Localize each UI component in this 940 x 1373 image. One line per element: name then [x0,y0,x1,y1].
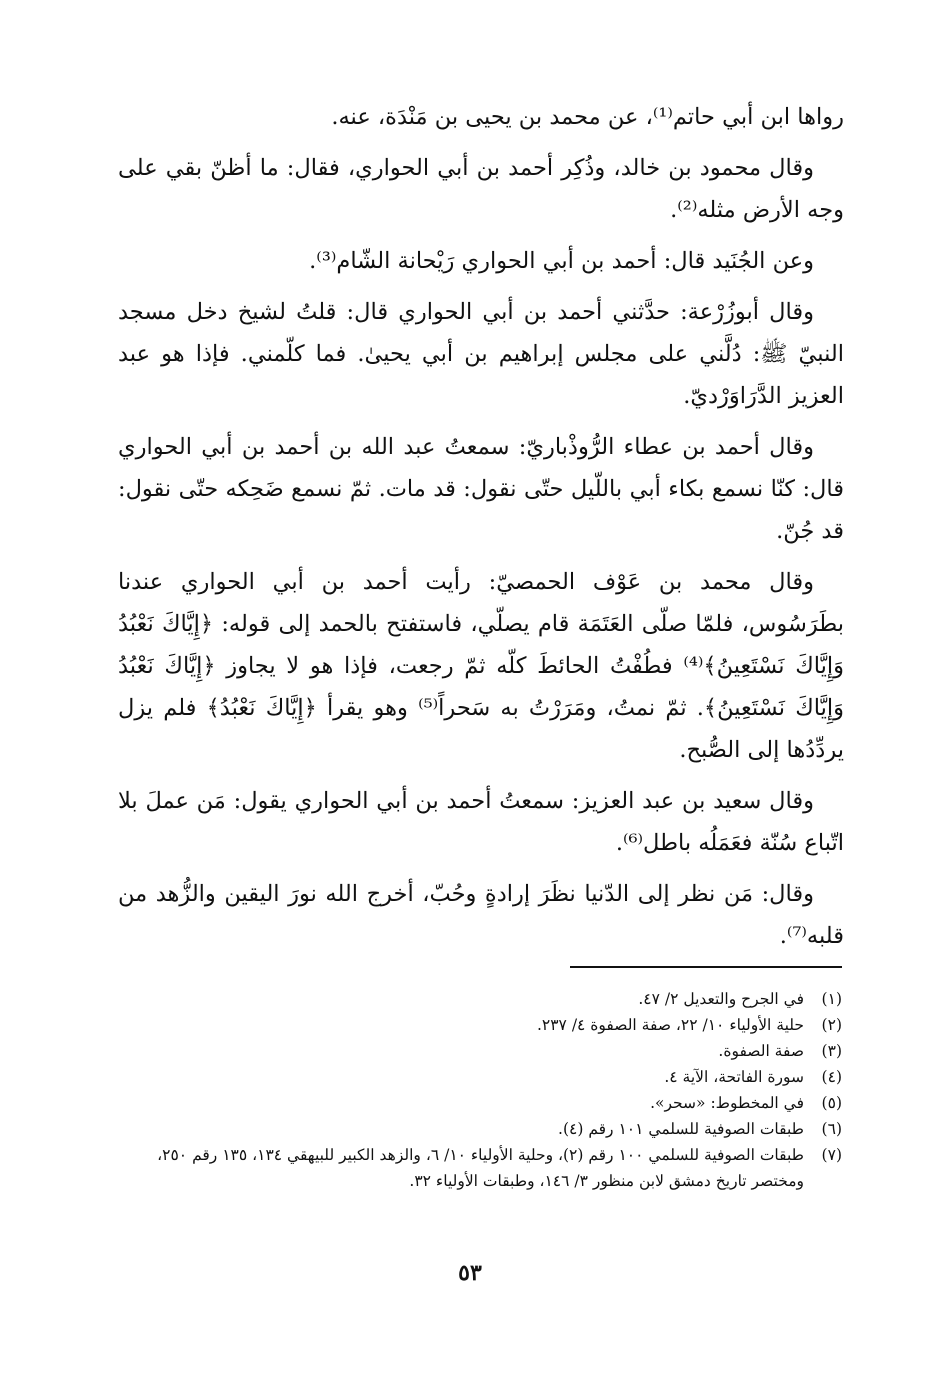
footnote-number: (٢) [821,1016,842,1034]
paragraph-6: وقال محمد بن عَوْف الحمصيّ: رأيت أحمد بن أبي الحواري عندنا بطَرَسُوس، فلمّا صلّى العَتَمَة قام يصلّي، فاستفتح بالحمد إلى قوله: ﴿إِيَّاكَ نَعْبُدُ وَإِيَّاكَ نَسْتَعِينُ﴾⁽⁴⁾ فطُفْتُ الحائطَ كلّه ثمّ رجعت، فإذا هو لا يجاوز ﴿إِيَّاكَ نَعْبُدُ وَإِيَّاكَ نَسْتَعِينُ﴾. ثمّ نمتُ، ومَرَرْتُ به سَحراً⁽⁵⁾ وهو يقرأ ﴿إِيَّاكَ نَعْبُدُ﴾ فلم يزل يردِّدُها إلى الصُّبح. [118,569,844,763]
footnote-number: (١) [821,990,842,1008]
footnote-divider [570,966,842,968]
footnotes [118,986,842,1194]
footnote-4 [118,1064,842,1090]
footnote-text: حلية الأولياء ١٠/ ٢٢، صفة الصفوة ٤/ ٢٣٧. [536,1016,804,1034]
footnote-number: (٤) [821,1068,842,1086]
footnote-7 [118,1142,842,1194]
footnote-number: (٦) [821,1120,842,1138]
paragraph-2: وقال محمود بن خالد، وذُكِر أحمد بن أبي الحواري، فقال: ما أظنّ بقي على وجه الأرض مثله⁽²⁾. [118,155,844,223]
footnote-number: (٧) [821,1146,842,1164]
footnote-text: طبقات الصوفية للسلمي ١٠١ رقم (٤). [558,1120,804,1138]
paragraph-1: رواها ابن أبي حاتم⁽¹⁾، عن محمد بن يحيى بن مَنْدَة، عنه. [331,104,844,130]
footnote-2 [118,1012,842,1038]
footnote-6 [118,1116,842,1142]
main-text [118,96,844,966]
paragraph-3: وعن الجُنَيد قال: أحمد بن أبي الحواري رَيْحانة الشّام⁽³⁾. [309,248,814,274]
paragraph-8: وقال: مَن نظر إلى الدّنيا نظَرَ إرادةٍ وحُبّ، أخرج الله نورَ اليقين والزُّهد من قلبه⁽⁷⁾. [118,881,844,949]
paragraph-5: وقال أحمد بن عطاء الرُّوذْباريّ: سمعتُ عبد الله بن أحمد بن أبي الحواري قال: كنّا نسمع بكاء أبي باللّيل حتّى نقول: قد مات. ثمّ نسمع ضَحِكه حتّى نقول: قد جُنّ. [118,434,844,544]
footnote-text: طبقات الصوفية للسلمي ١٠٠ رقم (٢)، وحلية الأولياء ١٠/ ٦، والزهد الكبير للبيهقي ١٣٤، ١٣٥ رقم ٢٥٠، ومختصر تاريخ دمشق لابن منظور ٣/ ١٤٦، وطبقات الأولياء ٣٢. [157,1146,804,1190]
footnote-number: (٥) [821,1094,842,1112]
footnote-5 [118,1090,842,1116]
footnote-text: سورة الفاتحة، الآية ٤. [664,1068,804,1086]
footnote-text: في الجرح والتعديل ٢/ ٤٧. [638,990,804,1008]
footnote-1 [118,986,842,1012]
footnote-3 [118,1038,842,1064]
page-number: ٥٣ [458,1260,482,1286]
footnote-number: (٣) [821,1042,842,1060]
footnote-text: صفة الصفوة. [718,1042,804,1060]
paragraph-7: وقال سعيد بن عبد العزيز: سمعتُ أحمد بن أبي الحواري يقول: مَن عملَ بلا اتّباع سُنّة فعَمَلُه باطل⁽⁶⁾. [118,788,844,856]
paragraph-4: وقال أبوزُرْعة: حدَّثني أحمد بن أبي الحواري قال: قلتُ لشيخ دخل مسجد النبيّ ﷺ: دُلَّني على مجلس إبراهيم بن أبي يحيىٰ. فما كلّمني. فإذا هو عبد العزيز الدَّرَاوَرْديّ. [118,299,844,409]
footnote-text: في المخطوط: «سحر». [650,1094,804,1112]
